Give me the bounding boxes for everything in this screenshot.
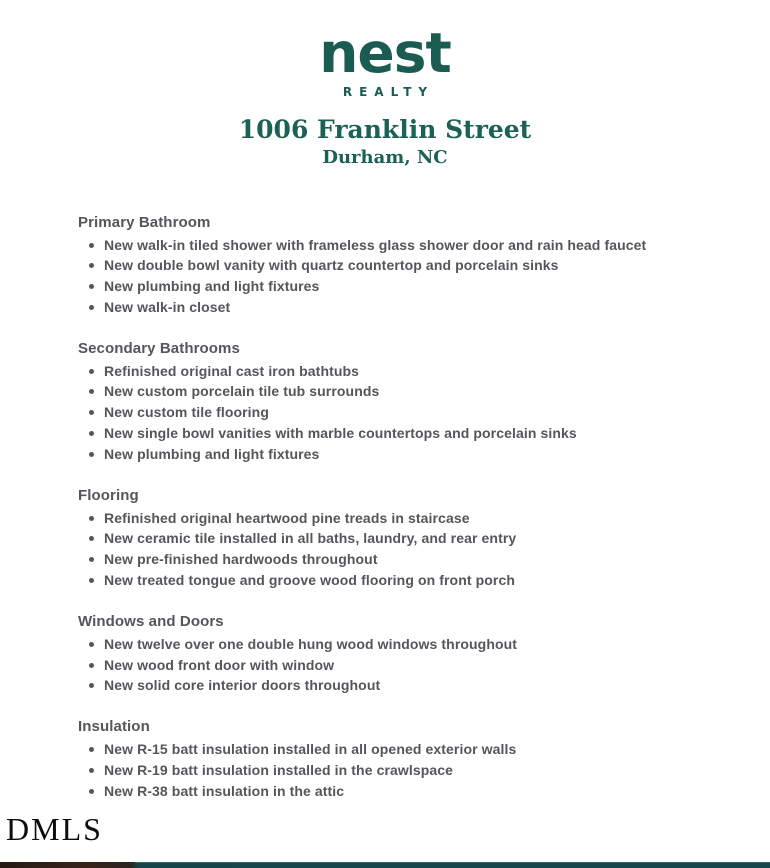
brand-block xyxy=(0,21,770,99)
list-item: New twelve over one double hung wood windows throughout xyxy=(89,634,690,655)
bullet-list xyxy=(78,508,690,591)
list-item: Refinished original heartwood pine treads in staircase xyxy=(89,508,690,529)
section-title: Insulation xyxy=(78,718,150,736)
list-item: New plumbing and light fixtures xyxy=(89,444,690,465)
list-item: New pre-finished hardwoods throughout xyxy=(89,549,690,570)
feature-sheet-page xyxy=(0,21,770,868)
list-item: New wood front door with window xyxy=(89,655,690,676)
list-item: New R-38 batt insulation in the attic xyxy=(89,781,690,802)
feature-section xyxy=(78,487,690,591)
mls-watermark: DMLS xyxy=(6,811,103,847)
list-item: New ceramic tile installed in all baths, laundry, and rear entry xyxy=(89,528,690,549)
list-item: New R-19 batt insulation installed in the crawlspace xyxy=(89,760,690,781)
list-item: New walk-in closet xyxy=(89,297,690,318)
list-item: New single bowl vanities with marble countertops and porcelain sinks xyxy=(89,423,690,444)
bullet-list xyxy=(78,634,690,696)
section-title: Secondary Bathrooms xyxy=(78,339,240,357)
photo-edge-strip xyxy=(0,862,770,868)
property-address: 1006 Franklin Street xyxy=(238,115,532,144)
list-item: New double bowl vanity with quartz countertop and porcelain sinks xyxy=(89,255,690,276)
list-item: New plumbing and light fixtures xyxy=(89,276,690,297)
nest-logo-subtext: REALTY xyxy=(342,85,435,99)
address-block xyxy=(0,116,770,168)
property-city: Durham, NC xyxy=(322,146,448,168)
list-item: New custom porcelain tile tub surrounds xyxy=(89,381,690,402)
list-item: New custom tile flooring xyxy=(89,402,690,423)
section-title: Primary Bathroom xyxy=(78,213,211,231)
list-item: New treated tongue and groove wood flooring on front porch xyxy=(89,570,690,591)
section-title: Windows and Doors xyxy=(78,612,224,630)
list-item: Refinished original cast iron bathtubs xyxy=(89,361,690,382)
list-item: New solid core interior doors throughout xyxy=(89,675,690,696)
bullet-list xyxy=(78,235,690,318)
feature-section xyxy=(78,718,690,801)
list-item: New R-15 batt insulation installed in all opened exterior walls xyxy=(89,739,690,760)
section-title: Flooring xyxy=(78,486,139,504)
feature-section xyxy=(78,340,690,465)
list-item: New walk-in tiled shower with frameless glass shower door and rain head faucet xyxy=(89,235,690,256)
feature-section xyxy=(78,214,690,318)
feature-list xyxy=(78,214,690,802)
feature-section xyxy=(78,613,690,696)
bullet-list xyxy=(78,361,690,465)
bullet-list xyxy=(78,739,690,801)
nest-logo: nest xyxy=(319,21,451,85)
